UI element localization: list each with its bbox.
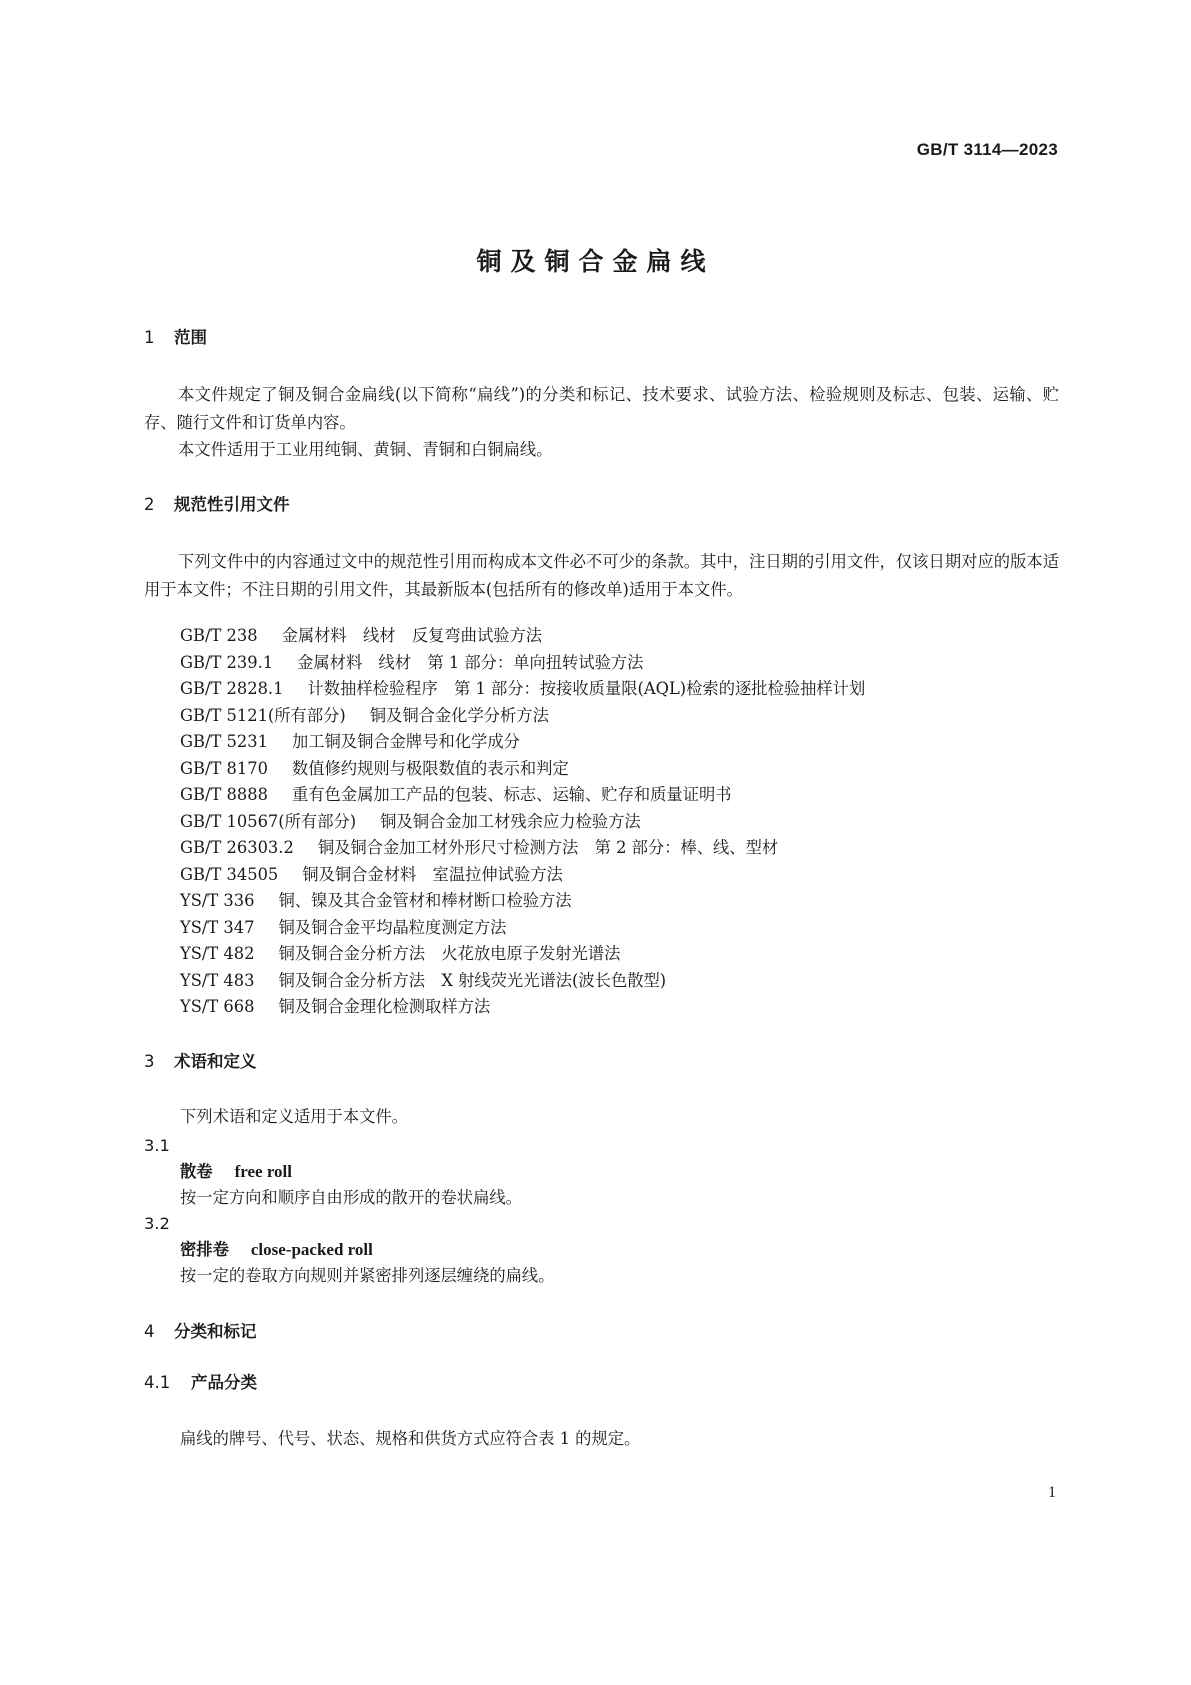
applicability-paragraph: 本文件适用于工业用纯铜、黄铜、青铜和白铜扁线。 [178, 440, 553, 459]
term-number: 3.2 [144, 1214, 170, 1233]
terms-intro: 下列术语和定义适用于本文件。 [180, 1107, 408, 1126]
reference-code: GB/T 239.1 [180, 652, 274, 672]
term-chinese: 密排卷 [180, 1240, 229, 1259]
reference-title: 铜及铜合金化学分析方法 [369, 705, 549, 725]
section-1-heading [144, 326, 207, 350]
section-4-number: 4 [144, 1322, 155, 1341]
term-definition: 按一定的卷取方向规则并紧密排列逐层缠绕的扁线。 [180, 1266, 555, 1285]
reference-code: GB/T 34505 [180, 864, 279, 884]
reference-title: 铜及铜合金理化检测取样方法 [278, 997, 491, 1016]
section-2-title: 规范性引用文件 [174, 495, 290, 514]
reference-code: GB/T 10567(所有部分) [180, 811, 357, 831]
section-2-number: 2 [144, 495, 155, 514]
reference-title: 铜及铜合金材料 室温拉伸试验方法 [302, 864, 563, 884]
reference-code: GB/T 5121(所有部分) [180, 705, 346, 725]
reference-title: 金属材料 线材 反复弯曲试验方法 [281, 626, 543, 645]
term-english: close-packed roll [250, 1240, 373, 1259]
section-4-heading [144, 1320, 257, 1344]
reference-code: GB/T 26303.2 [180, 838, 294, 857]
reference-code: GB/T 8170 [180, 758, 268, 778]
section-4-title: 分类和标记 [174, 1322, 257, 1341]
subsection-4-1-title: 产品分类 [191, 1373, 257, 1392]
reference-item [180, 729, 865, 756]
subsection-4-1-heading [144, 1371, 257, 1395]
reference-item [180, 915, 865, 942]
reference-code: GB/T 2828.1 [180, 679, 284, 698]
references-intro: 下列文件中的内容通过文中的规范性引用而构成本文件必不可少的条款。其中，注日期的引用文件，仅该日期对应的版本适用于本文件；不注日期的引用文件，其最新版本(包括所有的修改单)适用于本文件。 [144, 552, 1059, 599]
reference-title: 铜及铜合金加工材残余应力检验方法 [380, 811, 641, 831]
reference-code: YS/T 482 [180, 944, 255, 963]
reference-code: YS/T 336 [180, 891, 255, 910]
scope-paragraph: 本文件规定了铜及铜合金扁线(以下简称“扁线”)的分类和标记、技术要求、试验方法、检验规则及标志、包装、运输、贮存、随行文件和订货单内容。 [144, 385, 1059, 432]
reference-item [180, 888, 865, 915]
reference-item [180, 623, 865, 650]
reference-title: 铜、镍及其合金管材和棒材断口检验方法 [278, 891, 572, 910]
classification-text: 扁线的牌号、代号、状态、规格和供货方式应符合表 1 的规定。 [180, 1429, 641, 1448]
reference-item [180, 650, 865, 677]
term-number: 3.1 [144, 1136, 170, 1155]
reference-item [180, 968, 865, 995]
page-number: 1 [1048, 1484, 1056, 1501]
reference-item [180, 994, 865, 1021]
reference-title: 重有色金属加工产品的包装、标志、运输、贮存和质量证明书 [291, 785, 732, 804]
reference-title: 数值修约规则与极限数值的表示和判定 [291, 758, 569, 778]
term-definition: 按一定方向和顺序自由形成的散开的卷状扁线。 [180, 1188, 522, 1207]
reference-item [180, 835, 865, 862]
section-1-title: 范围 [174, 328, 207, 347]
reference-code: GB/T 5231 [180, 732, 268, 751]
term-english: free roll [234, 1162, 293, 1181]
reference-item [180, 809, 865, 836]
reference-item [180, 676, 865, 703]
reference-item [180, 941, 865, 968]
section-3-number: 3 [144, 1052, 155, 1071]
reference-code: GB/T 8888 [180, 785, 268, 804]
term-chinese: 散卷 [180, 1162, 213, 1181]
reference-title: 计数抽样检验程序 第 1 部分：按接收质量限(AQL)检索的逐批检验抽样计划 [307, 679, 866, 698]
section-2-heading [144, 493, 290, 517]
subsection-4-1-number: 4.1 [144, 1373, 171, 1392]
reference-code: YS/T 483 [180, 970, 255, 990]
reference-code: GB/T 238 [180, 626, 258, 645]
section-3-heading [144, 1050, 257, 1074]
reference-item [180, 782, 865, 809]
reference-title: 铜及铜合金分析方法 火花放电原子发射光谱法 [278, 944, 621, 963]
reference-item [180, 862, 865, 889]
reference-title: 铜及铜合金加工材外形尺寸检测方法 第 2 部分：棒、线、型材 [317, 838, 779, 857]
reference-code: YS/T 668 [180, 997, 255, 1016]
reference-list [180, 623, 865, 1021]
term-entry [180, 1160, 292, 1184]
reference-title: 铜及铜合金分析方法 X 射线荧光光谱法(波长色散型) [278, 970, 667, 990]
term-entry [180, 1238, 373, 1262]
reference-item [180, 703, 865, 730]
reference-code: YS/T 347 [180, 917, 255, 937]
section-3-title: 术语和定义 [174, 1052, 257, 1071]
reference-title: 铜及铜合金平均晶粒度测定方法 [278, 917, 507, 937]
standard-code: GB/T 3114—2023 [916, 140, 1058, 159]
reference-title: 金属材料 线材 第 1 部分：单向扭转试验方法 [297, 652, 644, 672]
section-1-number: 1 [144, 328, 155, 347]
reference-title: 加工铜及铜合金牌号和化学成分 [291, 732, 520, 751]
reference-item [180, 756, 865, 783]
document-title: 铜及铜合金扁线 [476, 247, 715, 276]
